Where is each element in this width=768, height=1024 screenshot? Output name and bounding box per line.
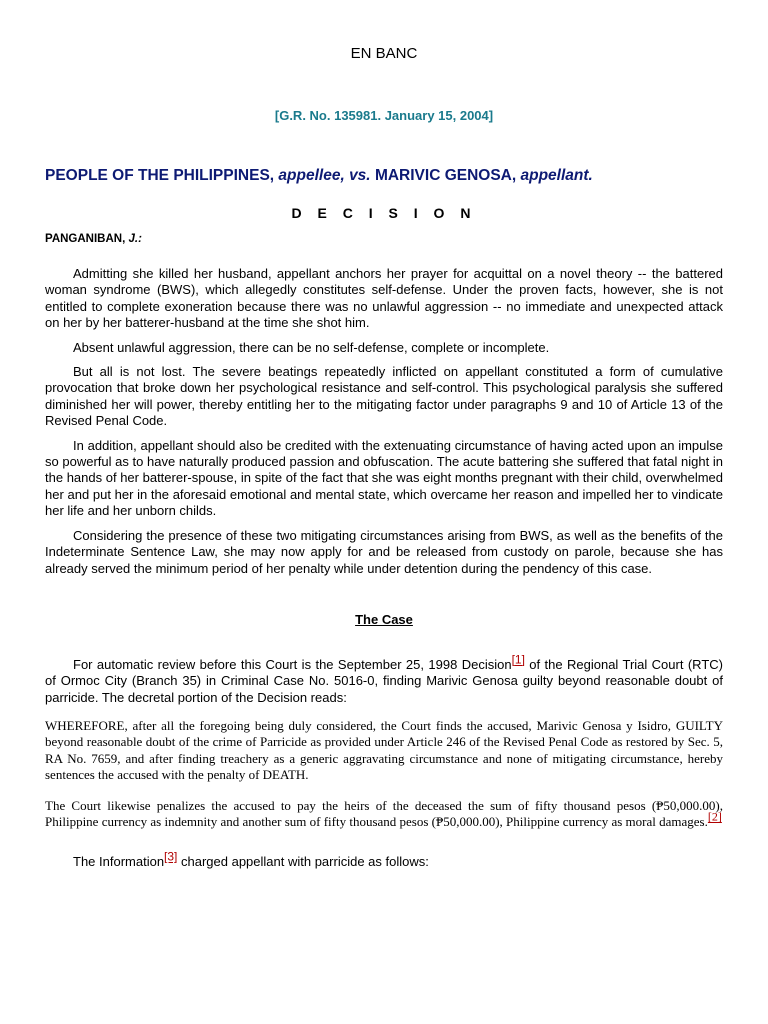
footnote-link-1[interactable]: [1]	[511, 652, 525, 667]
case-text-cont: of the Regional Trial Court (RTC) of Ormoc City (Branch 35) in Criminal Case No. 5016-0, finding Marivic Genosa guilty beyond reasonable doubt of parricide. The decretal portion of the Decision reads:	[45, 656, 723, 705]
section-heading: The Case	[355, 611, 413, 627]
ponente-name: PANGANIBAN,	[45, 233, 126, 245]
court-division: EN BANC	[350, 45, 418, 62]
damages-quote	[45, 798, 723, 830]
paragraph: But all is not lost. The severe beatings repeatedly inflicted on appellant constituted a form of cumulative provocation that broke down her psychological resistance and self-control. This psychological paralysis she suffered diminished her will power, thereby entitling her to the mitigating factor under paragraphs 9 and 10 of Article 13 of the Revised Penal Code.	[45, 364, 723, 429]
footnote-link-3[interactable]: [3]	[164, 850, 178, 865]
defendant: MARIVIC GENOSA,	[374, 167, 517, 184]
plaintiff-role: appellee, vs.	[278, 167, 371, 184]
information-text-cont: charged appellant with parricide as follows:	[177, 854, 429, 870]
plaintiff: PEOPLE OF THE PHILIPPINES,	[45, 167, 275, 184]
paragraph: In addition, appellant should also be credited with the extenuating circumstance of having acted upon an impulse so powerful as to have naturally produced passion and obfuscation. The acute battering she suffered that fatal night in the hands of her batterer-spouse, in spite of the fact that she was eight months pregnant with their child, overwhelmed her and put her in the aforesaid emotional and mental state, which overcame her reason and impelled her to vindicate her life and her unborn childs.	[45, 437, 723, 519]
case-caption	[45, 167, 593, 185]
paragraph: Admitting she killed her husband, appellant anchors her prayer for acquittal on a novel theory -- the battered woman syndrome (BWS), which allegedly constitutes self-defense. Under the proven facts, however, she is not entitled to complete exoneration because there was no unlawful aggression -- no immediate and unexpected attack on her by her batterer-husband at the time she shot him.	[45, 266, 723, 331]
dispositive-quote: WHEREFORE, after all the foregoing being duly considered, the Court finds the accused, Marivic Genosa y Isidro, GUILTY beyond reasonable doubt of the crime of Parricide as provided under Article 246 of the Revised Penal Code as restored by Sec. 5, RA No. 7659, and after finding treachery as a generic aggravating circumstance and none of mitigating circumstance, hereby sentences the accused with the penalty of DEATH.	[45, 718, 723, 782]
ponente	[45, 233, 142, 245]
case-paragraph	[45, 652, 723, 706]
case-number: [G.R. No. 135981. January 15, 2004]	[274, 108, 494, 123]
information-text: The Information	[73, 854, 165, 870]
paragraph: Absent unlawful aggression, there can be no self-defense, complete or incomplete.	[73, 339, 550, 355]
case-text: For automatic review before this Court is the September 25, 1998 Decision	[73, 656, 512, 672]
footnote-link-2[interactable]: [2]	[707, 809, 722, 824]
paragraph: Considering the presence of these two mitigating circumstances arising from BWS, as well as the benefits of the Indeterminate Sentence Law, she may now apply for and be released from custody on parole, because she has already served the minimum period of her penalty while under detention during the pendency of this case.	[45, 527, 723, 576]
defendant-role: appellant.	[520, 167, 593, 184]
information-paragraph	[45, 850, 723, 870]
ponente-title: J.:	[128, 233, 142, 245]
decision-body	[45, 266, 723, 879]
document-page	[45, 0, 723, 870]
damages-text: The Court likewise penalizes the accused to pay the heirs of the deceased the sum of fifty thousand pesos (₱50,000.00), Philippine currency as indemnity and another sum of fifty thousand pesos (₱50,000.00), Philippine currency as moral damages.	[45, 797, 723, 830]
decision-title: D E C I S I O N	[291, 205, 477, 221]
